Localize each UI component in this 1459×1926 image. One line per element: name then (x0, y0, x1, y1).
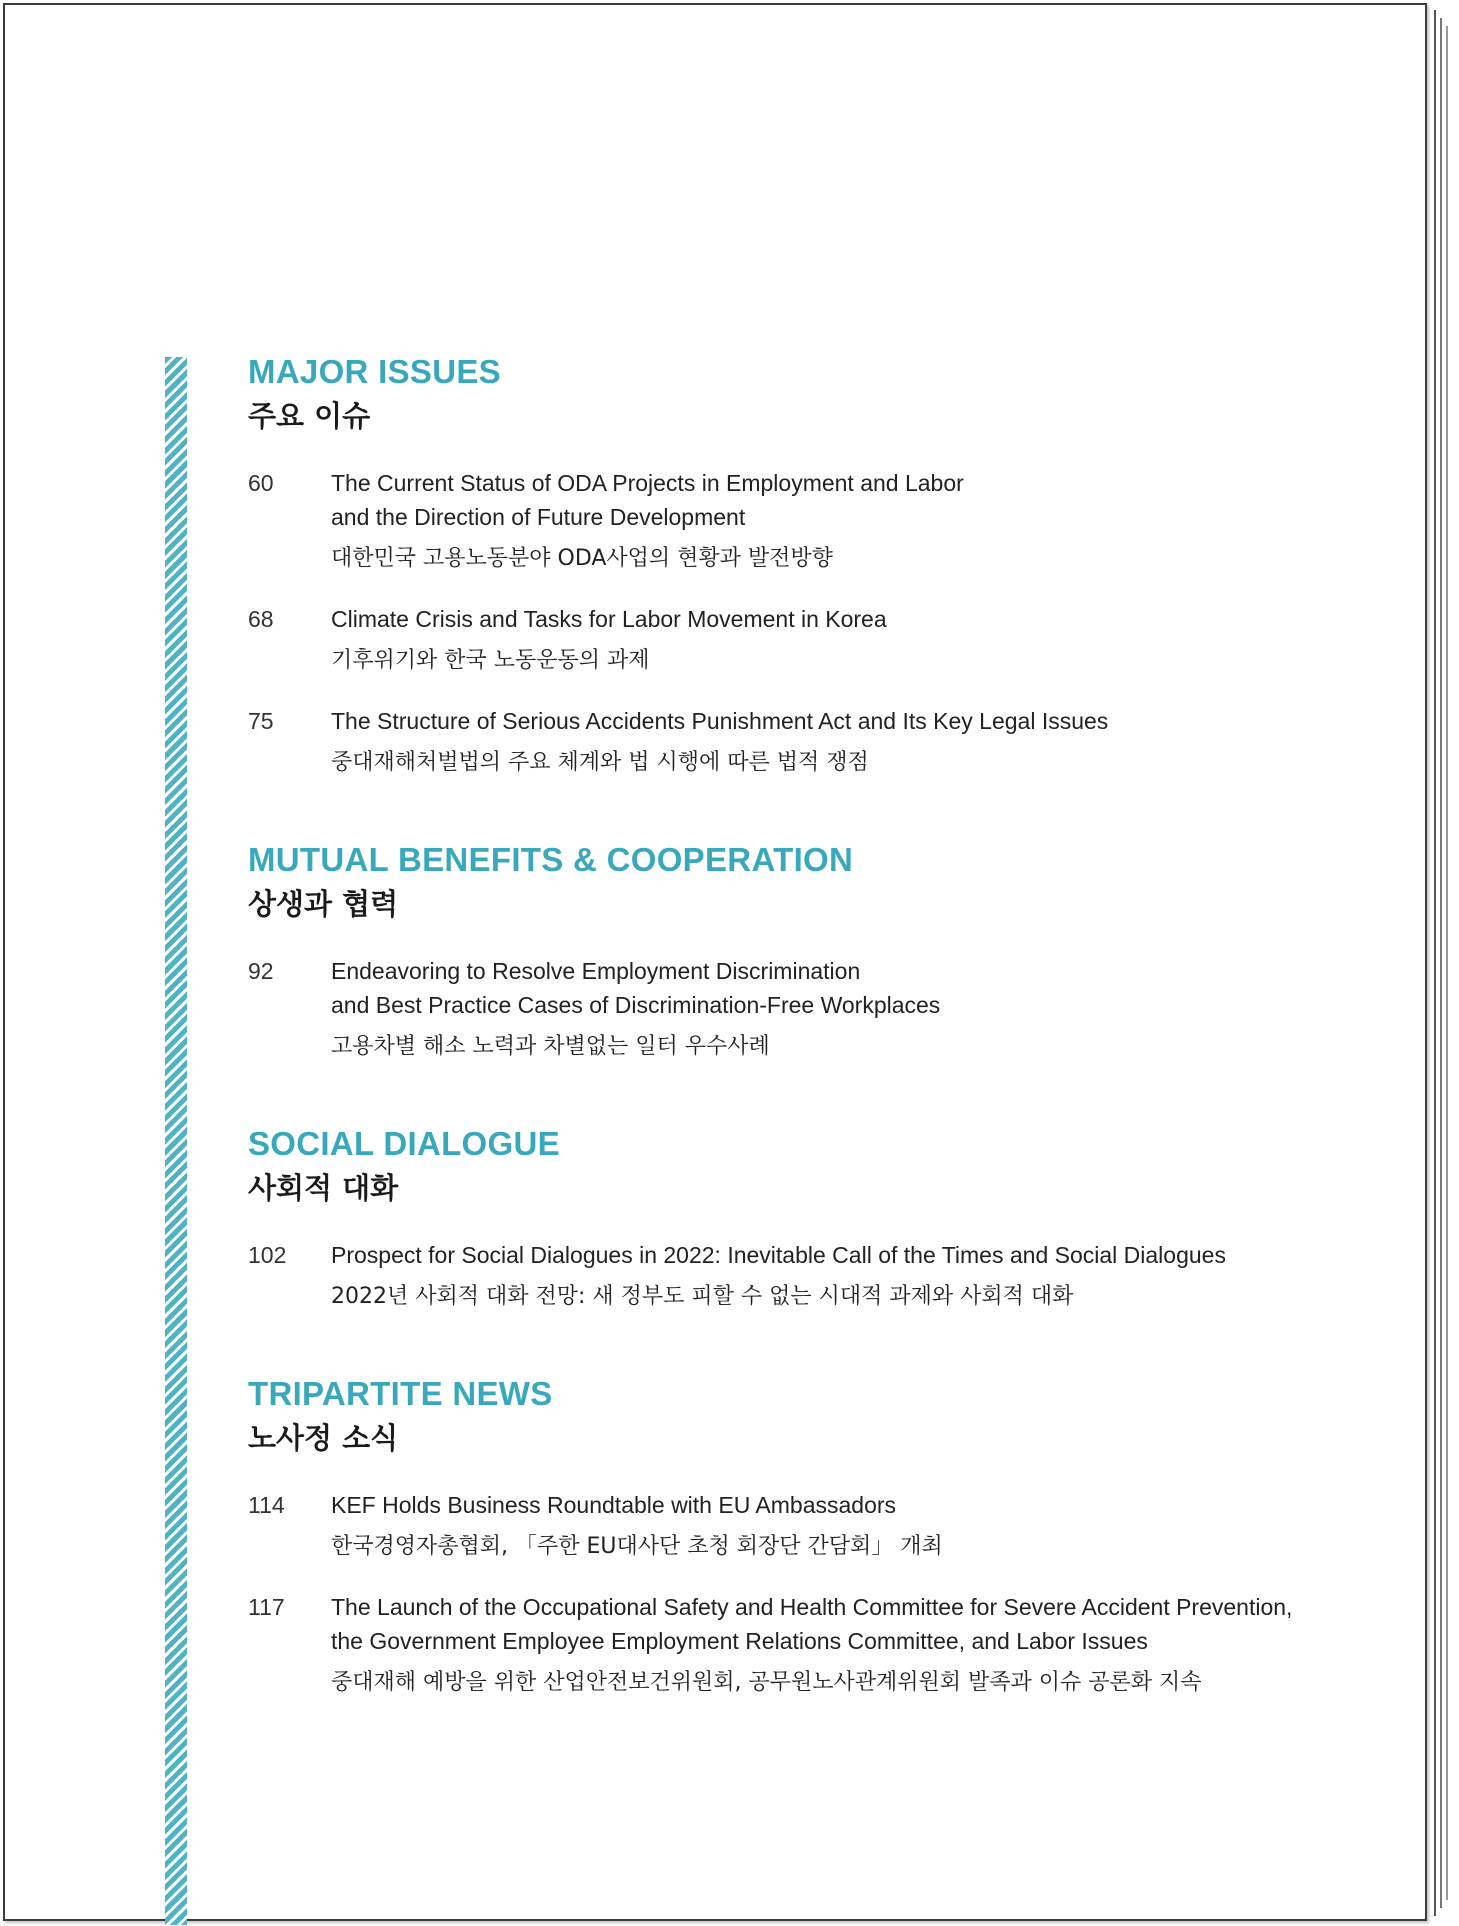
section-title-ko: 사회적 대화 (248, 1171, 399, 1205)
entry-titles (331, 704, 1348, 780)
section-title-ko: 노사정 소식 (248, 1421, 399, 1455)
entry-title-ko: 대한민국 고용노동분야 ODA사업의 현황과 발전방향 (331, 546, 833, 571)
entry-page-number: 92 (248, 958, 274, 984)
entry-titles (331, 954, 1348, 1064)
page-stack-edge-1 (1428, 10, 1436, 1916)
entry-title-ko: 중대재해 예방을 위한 산업안전보건위원회, 공무원노사관계위원회 발족과 이슈 공론화 지속 (331, 1670, 1202, 1695)
toc-entry[interactable] (248, 954, 1348, 1064)
entry-title-ko: 중대재해처벌법의 주요 체계와 법 시행에 따른 법적 쟁점 (331, 750, 869, 775)
entry-page-number: 60 (248, 470, 274, 496)
toc-entry[interactable] (248, 466, 1348, 576)
entry-title-ko: 한국경영자총협회, 「주한 EU대사단 초청 회장단 간담회」 개최 (331, 1534, 943, 1559)
section-title-en: SOCIAL DIALOGUE (248, 1125, 560, 1162)
entry-title-en-line: KEF Holds Business Roundtable with EU Ambassadors (331, 1492, 897, 1518)
section-title-en: MUTUAL BENEFITS & COOPERATION (248, 841, 854, 878)
entry-title-en-line: Endeavoring to Resolve Employment Discrimination (331, 958, 861, 984)
table-of-contents (248, 350, 1348, 1758)
entry-title-en-line: and the Direction of Future Development (331, 504, 746, 530)
entry-title-en-line: Prospect for Social Dialogues in 2022: Inevitable Call of the Times and Social Dialogues (331, 1242, 1226, 1268)
toc-section (248, 1372, 1348, 1700)
decorative-stripe-bar (165, 357, 187, 1925)
entry-title-ko: 2022년 사회적 대화 전망: 새 정부도 피할 수 없는 시대적 과제와 사회적 대화 (331, 1284, 1074, 1309)
entry-title-en-line: The Launch of the Occupational Safety and Health Committee for Severe Accident Prevention, (331, 1594, 1293, 1620)
document-page (3, 3, 1427, 1921)
toc-section (248, 838, 1348, 1064)
entry-titles (331, 602, 1348, 678)
entry-page-number: 117 (248, 1594, 285, 1620)
entry-titles (331, 466, 1348, 576)
entry-title-ko: 기후위기와 한국 노동운동의 과제 (331, 648, 650, 673)
entry-title-en-line: The Structure of Serious Accidents Punishment Act and Its Key Legal Issues (331, 708, 1109, 734)
section-title-ko: 주요 이슈 (248, 399, 371, 433)
toc-entry[interactable] (248, 1488, 1348, 1564)
section-title-en: TRIPARTITE NEWS (248, 1375, 553, 1412)
toc-entry[interactable] (248, 602, 1348, 678)
toc-entry[interactable] (248, 704, 1348, 780)
entry-title-en-line: The Current Status of ODA Projects in Employment and Labor (331, 470, 964, 496)
entry-titles (331, 1590, 1348, 1700)
entry-page-number: 75 (248, 708, 274, 734)
entry-title-en-line: and Best Practice Cases of Discrimination-Free Workplaces (331, 992, 941, 1018)
entry-title-en-line: Climate Crisis and Tasks for Labor Movement in Korea (331, 606, 887, 632)
toc-entry[interactable] (248, 1590, 1348, 1700)
entry-title-ko: 고용차별 해소 노력과 차별없는 일터 우수사례 (331, 1034, 770, 1059)
toc-section (248, 1122, 1348, 1314)
toc-section (248, 350, 1348, 780)
section-title-en: MAJOR ISSUES (248, 353, 501, 390)
entry-page-number: 102 (248, 1242, 287, 1268)
entry-titles (331, 1488, 1348, 1564)
toc-entry[interactable] (248, 1238, 1348, 1314)
section-title-ko: 상생과 협력 (248, 887, 399, 921)
entry-page-number: 114 (248, 1492, 285, 1518)
entry-titles (331, 1238, 1348, 1314)
entry-title-en-line: the Government Employee Employment Relations Committee, and Labor Issues (331, 1628, 1148, 1654)
entry-page-number: 68 (248, 606, 274, 632)
